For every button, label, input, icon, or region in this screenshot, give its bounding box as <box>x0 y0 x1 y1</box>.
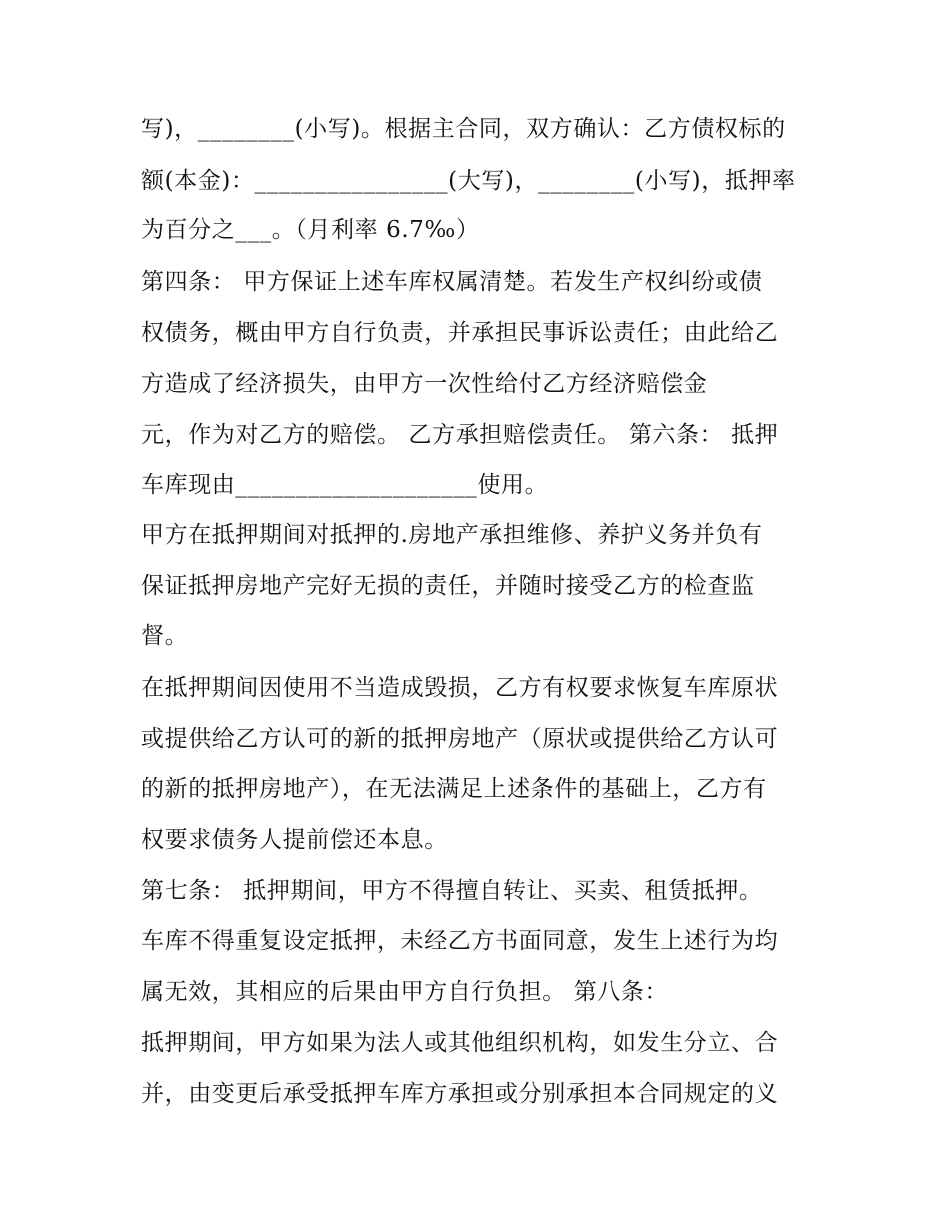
text-line: 元，作为对乙方的赔偿。 乙方承担赔偿责任。 第六条： 抵押 <box>141 422 779 448</box>
text-line: 权要求债务人提前偿还本息。 <box>141 827 448 853</box>
text-line: 车库现由____________________使用。 <box>141 472 549 498</box>
text-line: 在抵押期间因使用不当造成毁损，乙方有权要求恢复车库原状 <box>141 675 779 701</box>
text-line: 保证抵押房地产完好无损的责任，并随时接受乙方的检查监 <box>141 573 755 599</box>
text-line: 权债务，概由甲方自行负责，并承担民事诉讼责任；由此给乙 <box>141 320 779 346</box>
text-line: 车库不得重复设定抵押，未经乙方书面同意，发生上述行为均 <box>141 928 779 954</box>
text-line: 的新的抵押房地产），在无法满足上述条件的基础上，乙方有 <box>141 776 767 802</box>
text-line: 第七条： 抵押期间，甲方不得擅自转让、买卖、租赁抵押。 <box>141 878 763 904</box>
text-line: 或提供给乙方认可的新的抵押房地产（原状或提供给乙方认可 <box>141 726 779 752</box>
text-line: 抵押期间，甲方如果为法人或其他组织机构，如发生分立、合 <box>141 1030 779 1056</box>
text-line: 并，由变更后承受抵押车库方承担或分别承担本合同规定的义 <box>141 1081 779 1107</box>
text-line: 为百分之___。（月利率 6.7‰） <box>141 217 480 243</box>
text-line: 第四条： 甲方保证上述车库权属清楚。若发生产权纠纷或债 <box>141 269 763 295</box>
text-line: 额(本金)：________________(大写)，________(小写)，抵押率 <box>141 168 796 194</box>
text-line: 写)，________(小写)。根据主合同，双方确认：乙方债权标的 <box>141 116 786 142</box>
text-line: 督。 <box>141 623 189 649</box>
text-line: 属无效，其相应的后果由甲方自行负担。 第八条： <box>141 979 669 1005</box>
text-line: 方造成了经济损失，由甲方一次性给付乙方经济赔偿金 <box>141 371 708 397</box>
text-line: 甲方在抵押期间对抵押的.房地产承担维修、养护义务并负有 <box>141 522 763 548</box>
